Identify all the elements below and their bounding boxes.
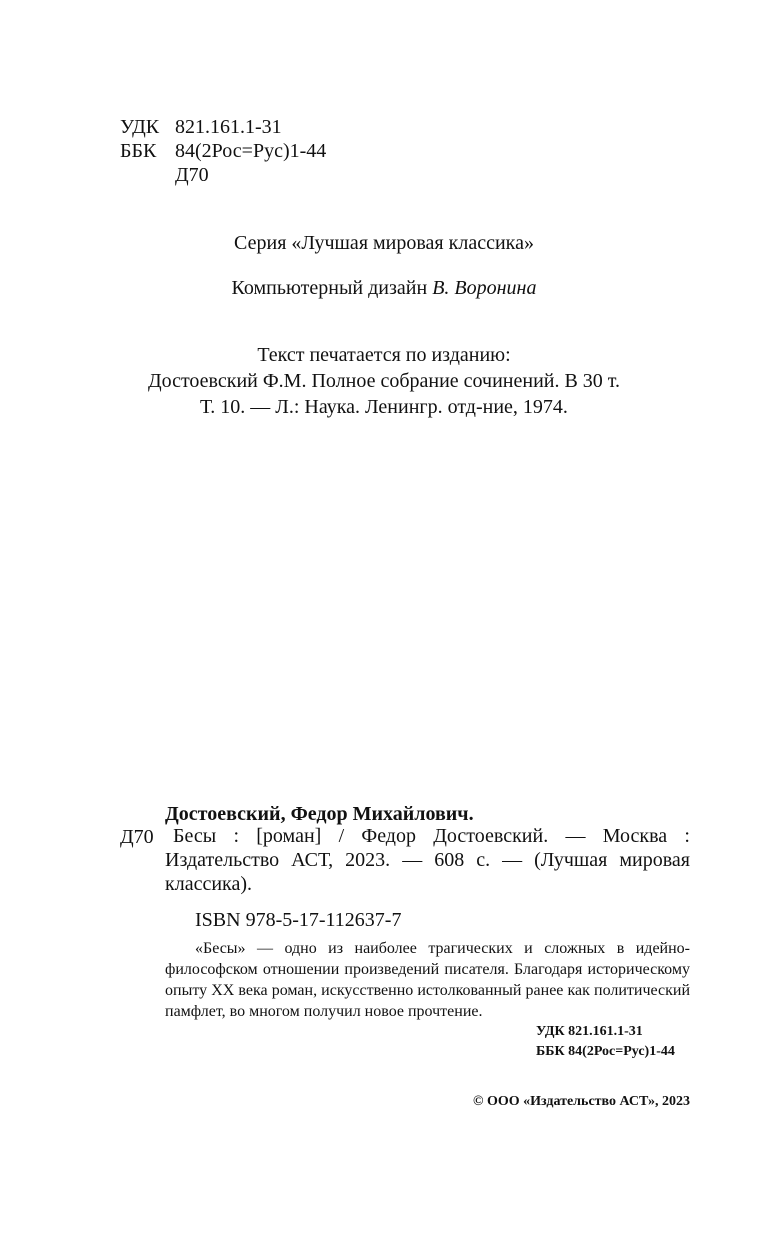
design-credit (0, 275, 768, 301)
bbk-label: ББК (120, 140, 157, 162)
series-line: Серия «Лучшая мировая классика» (234, 232, 534, 254)
classification-block-bottom (536, 1022, 675, 1062)
udk-value: 821.161.1-31 (175, 116, 282, 138)
bibliographic-author: Достоевский, Федор Михайлович. (165, 803, 474, 825)
bbk-bottom: ББК 84(2Рос=Рус)1-44 (536, 1044, 675, 1059)
copyright-notice: © ООО «Издательство АСТ», 2023 (472, 1094, 690, 1109)
udk-bottom: УДК 821.161.1-31 (536, 1024, 643, 1039)
udk-label: УДК (120, 116, 160, 138)
annotation: «Бесы» — одно из наиболее трагических и сложных в идейно-философском отношении произведений писателя. Благодаря историческому опыту XX века роман, искусственно истолкованный ранее как политический памфлет, во многом получил новое прочтение. (165, 940, 690, 1020)
design-credit-prefix: Компьютерный дизайн (231, 277, 428, 299)
bibliographic-description: Бесы : [роман] / Федор Достоевский. — Москва : Издательство АСТ, 2023. — 608 с. — (Лучшая мировая классика). (165, 825, 690, 895)
designer-name: В. Воронина (432, 277, 537, 299)
source-edition-line-3: Т. 10. — Л.: Наука. Ленингр. отд-ние, 1974. (200, 396, 568, 418)
bibliographic-author-code: Д70 (120, 826, 154, 848)
source-edition-line-1: Текст печатается по изданию: (257, 344, 511, 366)
author-code-top: Д70 (175, 164, 209, 186)
bbk-value: 84(2Рос=Рус)1-44 (175, 140, 327, 162)
isbn: ISBN 978-5-17-112637-7 (195, 909, 402, 931)
source-edition-line-2: Достоевский Ф.М. Полное собрание сочинений. В 30 т. (147, 370, 621, 392)
